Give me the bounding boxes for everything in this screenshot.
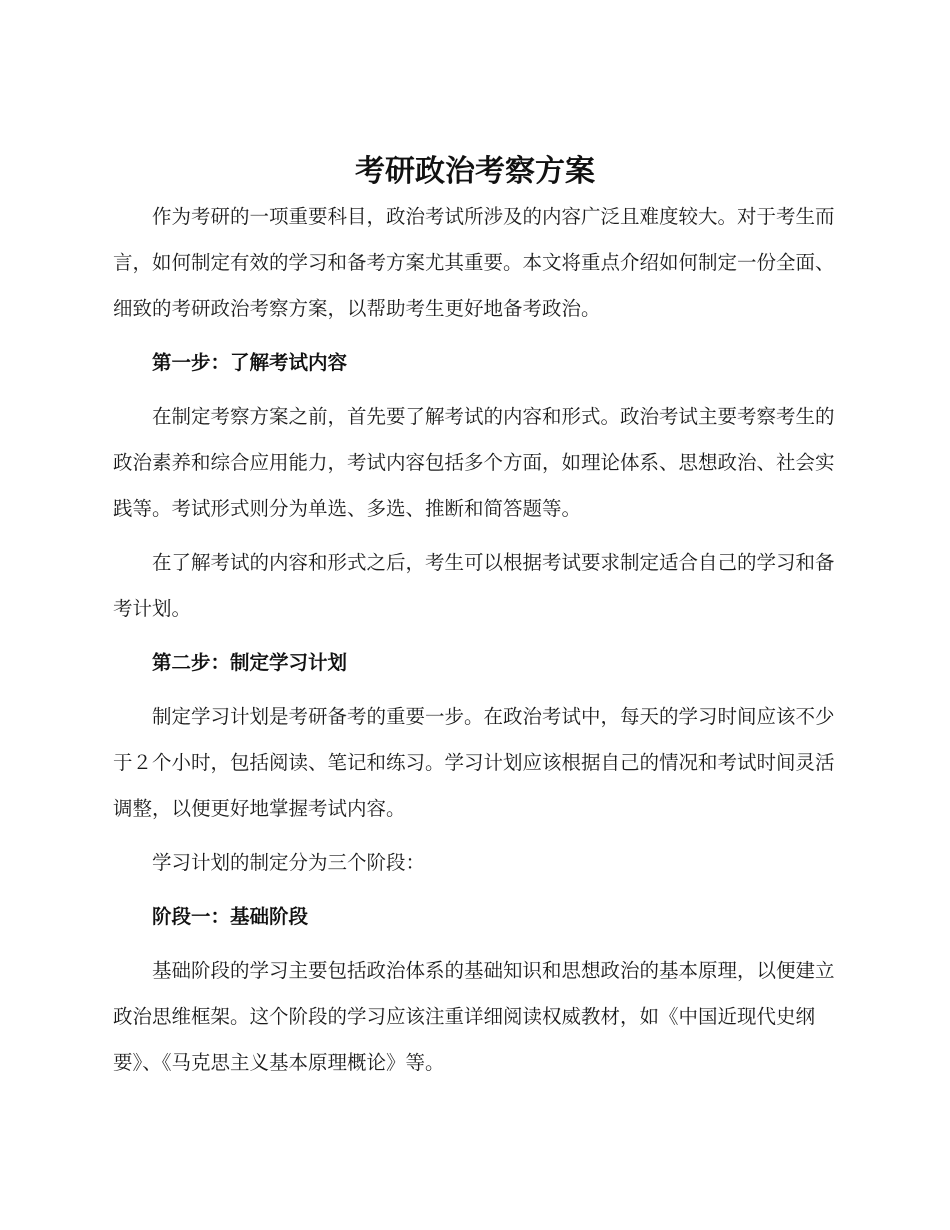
document-body [113, 150, 837, 1086]
paragraph-exam-content: 在制定考察方案之前，首先要了解考试的内容和形式。政治考试主要考察考生的政治素养和综合应用能力，考试内容包括多个方面，如理论体系、思想政治、社会实践等。考试形式则分为单选、多选、推断和简答题等。 [113, 405, 835, 520]
paragraph-three-stages: 学习计划的制定分为三个阶段： [152, 851, 426, 874]
paragraph-after-understanding: 在了解考试的内容和形式之后，考生可以根据考试要求制定适合自己的学习和备考计划。 [113, 551, 835, 620]
page-title: 考研政治考察方案 [355, 154, 595, 189]
paragraph-basic-stage: 基础阶段的学习主要包括政治体系的基础知识和思想政治的基本原理，以便建立政治思维框架。这个阶段的学习应该注重详细阅读权威教材，如《中国近现代史纲要》、《马克思主义基本原理概论》等。 [113, 959, 835, 1074]
paragraph-study-plan: 制定学习计划是考研备考的重要一步。在政治考试中，每天的学习时间应该不少于２个小时，包括阅读、笔记和练习。学习计划应该根据自己的情况和考试时间灵活调整，以便更好地掌握考试内容。 [113, 705, 835, 820]
intro-paragraph: 作为考研的一项重要科目，政治考试所涉及的内容广泛且难度较大。对于考生而言，如何制定有效的学习和备考方案尤其重要。本文将重点介绍如何制定一份全面、细致的考研政治考察方案，以帮助考生更好地备考政治。 [113, 205, 835, 320]
section-heading-step-1: 第一步：了解考试内容 [152, 351, 348, 374]
section-heading-stage-1: 阶段一：基础阶段 [152, 905, 309, 928]
section-heading-step-2: 第二步：制定学习计划 [152, 651, 348, 674]
